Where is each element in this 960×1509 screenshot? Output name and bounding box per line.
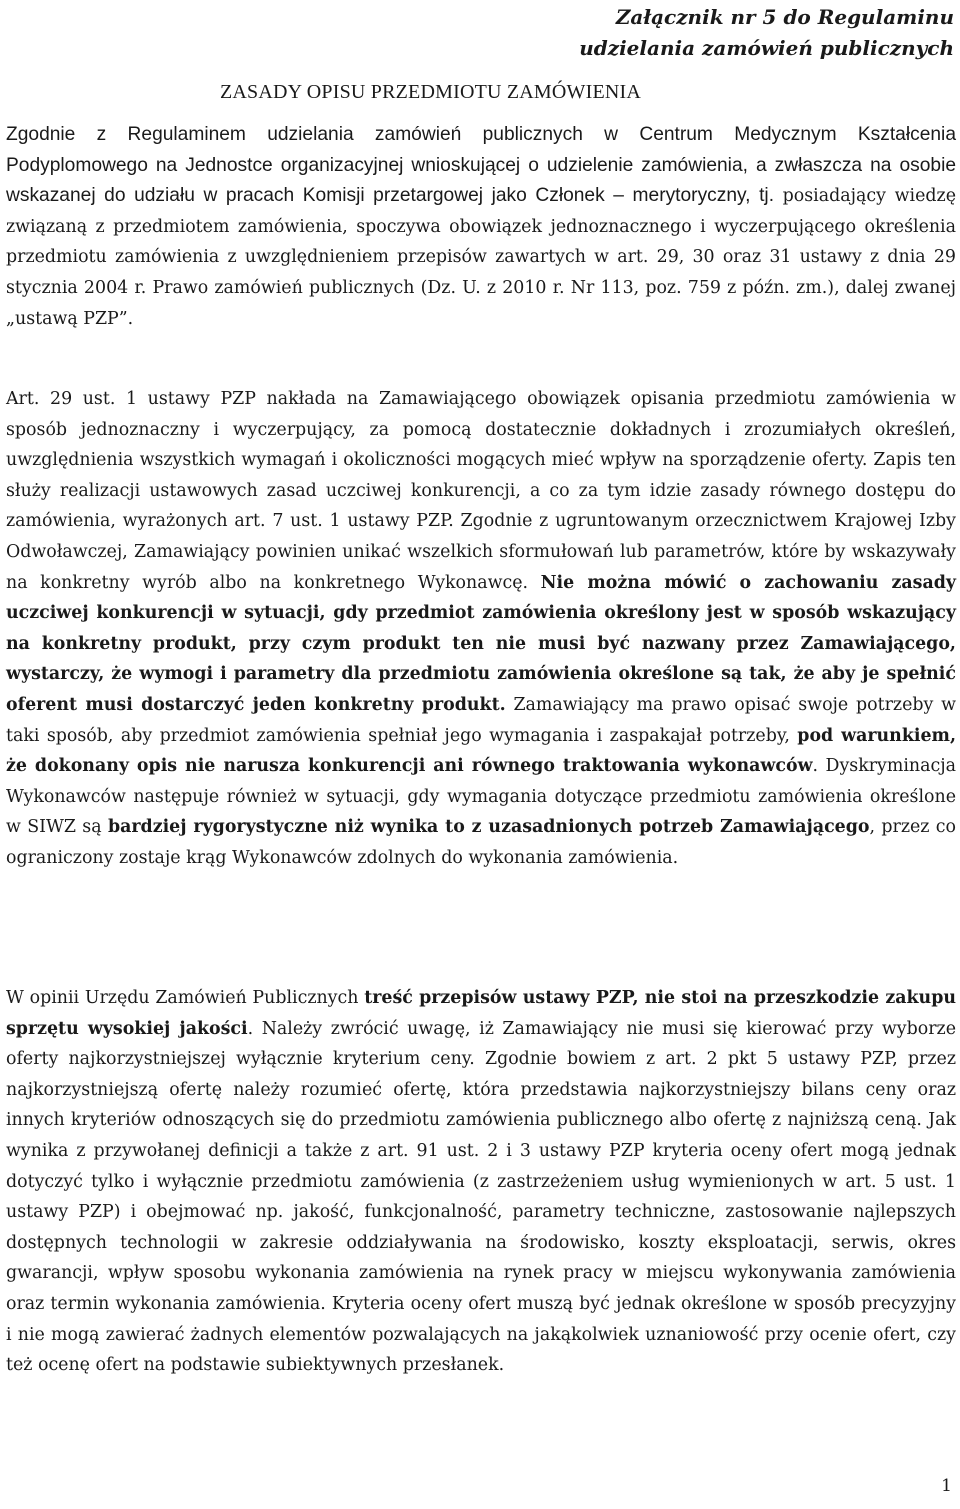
page-number: 1 (941, 1476, 952, 1496)
document-title: ZASADY OPISU PRZEDMIOTU ZAMÓWIENIA (220, 81, 642, 103)
paragraph-uzp-bold-1: treść przepisów ustawy PZP, nie stoi na przeszkodzie zakupu sprzętu wysokiej jakości (6, 988, 957, 1039)
paragraph-intro-part-a: Zgodnie z Regulaminem udzielania zamówień publicznych w Centrum Medycznym Kształcenia Podyplomowego na Jednostce organizacyjnej wnioskującej o udzielenie zamówienia, a zwłaszcza na osobie wskazanej do udziału w pracach Komisji przetargowej jako Członek – merytoryczny, tj. (6, 124, 956, 207)
paragraph-intro-part-b: posiadający wiedzę związaną z przedmiotem zamówienia, spoczywa obowiązek jednoznacznego i wyczerpującego określenia przedmiotu zamówienia z uwzględnieniem przepisów zawartych w art. 29, 30 oraz 31 ustawy z dnia 29 stycznia 2004 r. Prawo zamówień publicznych (Dz. U. z 2010 r. Nr 113, poz. 759 z późn. zm.), dalej zwanej „ustawą PZP”. (6, 186, 956, 329)
paragraph-art29 (6, 384, 956, 874)
paragraph-uzp-text-1: W opinii Urzędu Zamówień Publicznych (6, 988, 365, 1008)
paragraph-art29-bold-2: pod warunkiem, że dokonany opis nie narusza konkurencji ani równego traktowania wykonawców (6, 725, 956, 777)
paragraph-art29-bold-3: bardziej rygorystyczne niż wynika to z uzasadnionych potrzeb Zamawiającego (107, 817, 870, 838)
annex-reference (579, 2, 954, 64)
paragraph-art29-text-4: , przez co ograniczony zostaje krąg Wykonawców zdolnych do wykonania zamówienia. (6, 817, 956, 868)
paragraph-uzp-text-2: . Należy zwrócić uwagę, iż Zamawiający nie musi się kierować przy wyborze oferty najkorzystniejszej wyłącznie kryterium ceny. Zgodnie bowiem z art. 2 pkt 5 ustawy PZP, przez najkorzystniejszą ofertę należy rozumieć ofertę, która przedstawia najkorzystniejszy bilans ceny oraz innych kryteriów odnoszących się do przedmiotu zamówienia publicznego albo ofertę z najniższą ceną. Jak wynika z przywołanej definicji a także z art. 91 ust. 2 i 3 ustawy PZP kryteria oceny ofert mogą jednak dotyczyć tylko i wyłącznie przedmiotu zamówienia (z zastrzeżeniem usług wymienionych w art. 5 ust. 1 ustawy PZP) i obejmować np. jakość, funkcjonalność, parametry techniczne, zastosowanie najlepszych dostępnych technologii w zakresie oddziaływania na środowisko, koszty eksploatacji, serwis, okres gwarancji, wpływ sposobu wykonania zamówienia na rynek pracy w miejscu wykonywania zamówienia oraz termin wykonania zamówienia. Kryteria oceny ofert muszą być jednak określone w sposób precyzyjny i nie mogą zawierać żadnych elementów pozwalających na jakąkolwiek uznaniowość przy ocenie ofert, czy też ocenę ofert na podstawie subiektywnych przesłanek. (6, 1018, 957, 1376)
paragraph-art29-text-2: Zamawiający ma prawo opisać swoje potrzeby w taki sposób, aby przedmiot zamówienia spełniał jego wymagania i zaspakajał potrzeby, (6, 694, 956, 746)
annex-line-2: udzielania zamówień publicznych (579, 36, 954, 60)
paragraph-uzp-opinion (6, 983, 956, 1381)
paragraph-art29-text-1: Art. 29 ust. 1 ustawy PZP nakłada na Zamawiającego obowiązek opisania przedmiotu zamówienia w sposób jednoznaczny i wyczerpujący, za pomocą dostatecznie dokładnych i zrozumiałych określeń, uwzględnienia wszystkich wymagań i okoliczności mogących mieć wpływ na sporządzenie oferty. Zapis ten służy realizacji ustawowych zasad uczciwej konkurencji, a co za tym idzie zasady równego dostępu do zamówienia, wyrażonych art. 7 ust. 1 ustawy PZP. Zgodnie z ugruntowanym orzecznictwem Krajowej Izby Odwoławczej, Zamawiający powinien unikać wszelkich sformułowań lub parametrów, które by wskazywały na konkretny wyrób albo na konkretnego Wykonawcę. (6, 389, 956, 593)
paragraph-art29-bold-1: Nie można mówić o zachowaniu zasady uczciwej konkurencji w sytuacji, gdy przedmiot zamówienia określony jest w sposób wskazujący na konkretny produkt, przy czym produkt ten nie musi być nazwany przez Zamawiającego, wystarczy, że wymogi i parametry dla przedmiotu zamówienia określone są tak, że aby je spełnić oferent musi dostarczyć jeden konkretny produkt. (6, 572, 956, 715)
paragraph-intro (6, 120, 956, 334)
annex-line-1: Załącznik nr 5 do Regulaminu (615, 5, 954, 29)
paragraph-art29-text-3: . Dyskryminacja Wykonawców następuje również w sytuacji, gdy wymagania dotyczące przedmiotu zamówienia określone w SIWZ są (6, 756, 957, 838)
